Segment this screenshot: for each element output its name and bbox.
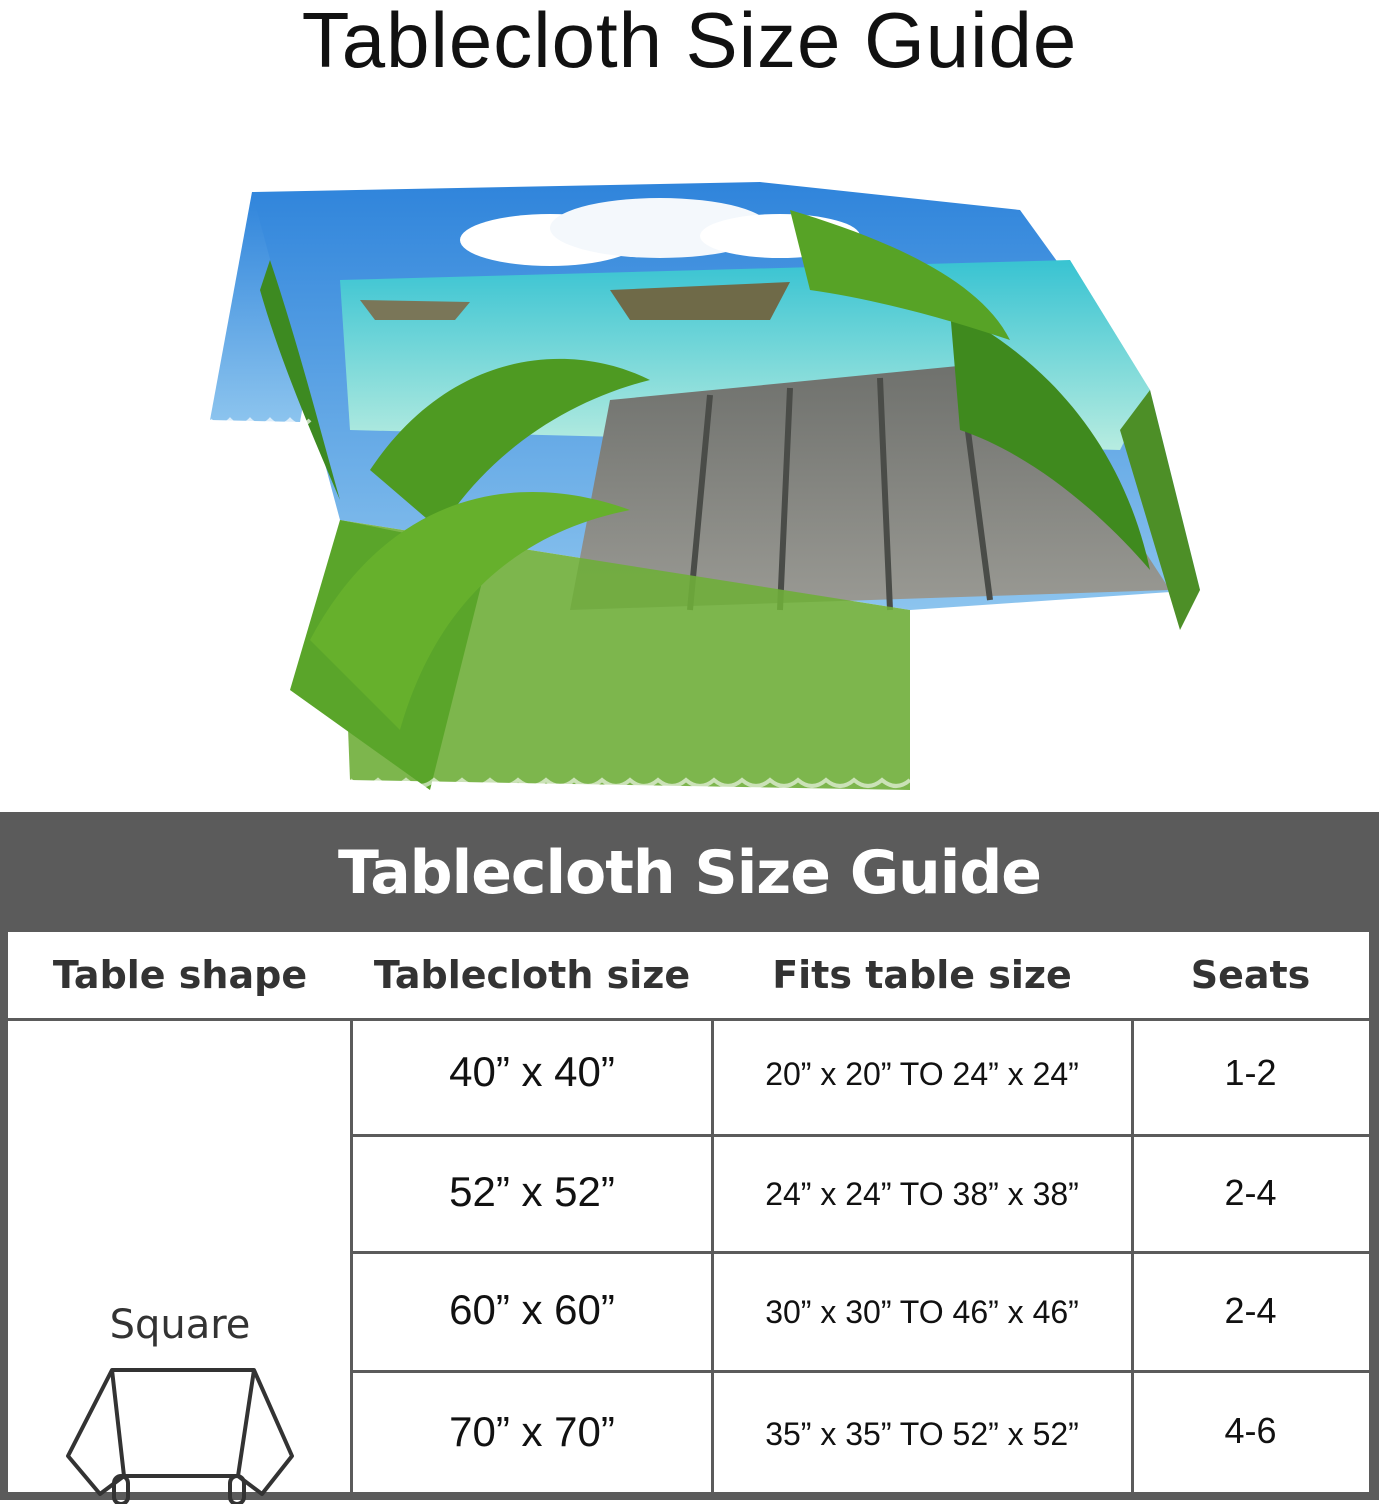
tablecloth-product-illustration [190, 170, 1210, 810]
header-seats: Seats [1190, 953, 1311, 997]
header-divider [8, 1018, 1369, 1021]
header-tablecloth-size: Tablecloth size [373, 953, 691, 997]
square-table-icon [64, 1364, 296, 1504]
seats-cell: 1-2 [1224, 1052, 1277, 1093]
fits-table-size-cell: 20” x 20” TO 24” x 24” [765, 1056, 1079, 1092]
fits-table-size-cell: 24” x 24” TO 38” x 38” [765, 1176, 1079, 1212]
row-divider [352, 1251, 1369, 1254]
size-guide-table [0, 812, 1379, 1500]
row-divider [352, 1370, 1369, 1373]
fits-table-size-cell: 35” x 35” TO 52” x 52” [765, 1416, 1079, 1452]
fits-table-size-cell: 30” x 30” TO 46” x 46” [765, 1294, 1079, 1330]
tablecloth-size-cell: 70” x 70” [449, 1408, 615, 1455]
seats-cell: 4-6 [1224, 1410, 1277, 1451]
tablecloth-size-cell: 52” x 52” [449, 1168, 615, 1215]
header-fits-table-size: Fits table size [772, 953, 1072, 997]
size-grid [8, 932, 1369, 1492]
seats-cell: 2-4 [1224, 1172, 1277, 1213]
row-divider [352, 1134, 1369, 1137]
size-guide-title: Tablecloth Size Guide [338, 838, 1041, 908]
table-shape-label: Square [109, 1302, 251, 1348]
tablecloth-size-cell: 40” x 40” [449, 1048, 615, 1095]
tablecloth-size-cell: 60” x 60” [449, 1286, 615, 1333]
header-table-shape: Table shape [52, 953, 308, 997]
page-title: Tablecloth Size Guide [301, 0, 1078, 84]
seats-cell: 2-4 [1224, 1290, 1277, 1331]
